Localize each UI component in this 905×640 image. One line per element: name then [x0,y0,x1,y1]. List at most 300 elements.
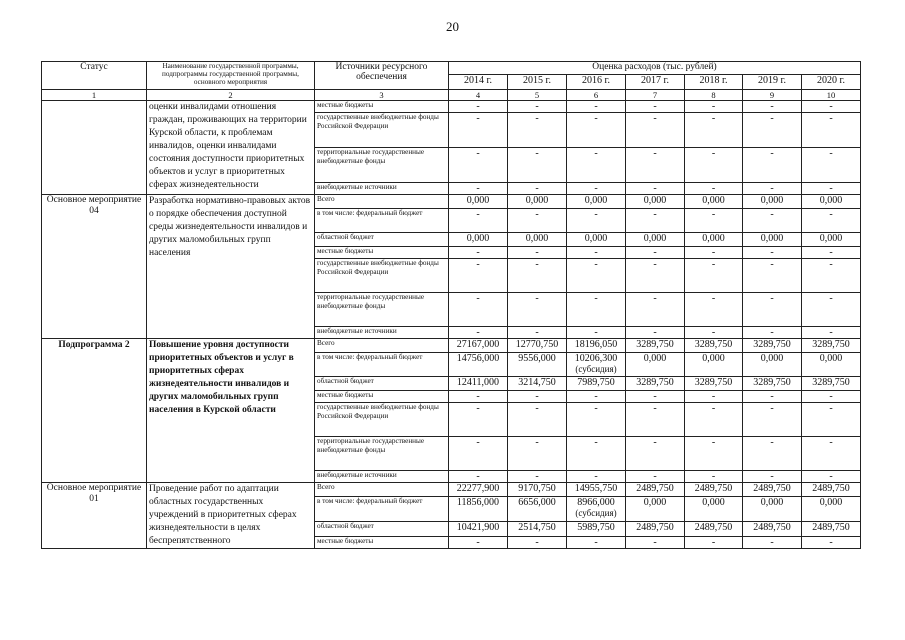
value-text: 0,000 [466,233,490,244]
value-cell [626,195,685,209]
value-text: 2489,750 [636,483,674,494]
value-text: 9556,000 [518,353,556,364]
value-text: - [770,259,774,270]
value-text: - [594,471,598,482]
value-cell [449,391,508,403]
value-cell [802,497,861,522]
row-source: внебюджетные источники [315,471,449,483]
value-cell [508,522,567,536]
column-number: 3 [315,90,449,101]
value-text: - [476,247,480,258]
value-text: - [711,148,716,159]
value-text: - [770,536,774,548]
value-cell [802,247,861,259]
value-text: 11856,000 [456,497,500,509]
value-text: - [770,209,774,220]
value-cell [508,536,567,548]
value-cell [567,339,626,353]
row-source: областной бюджет [315,233,449,247]
value-cell [508,339,567,353]
value-cell [567,233,626,247]
value-cell [449,259,508,293]
value-cell [567,209,626,233]
value-text: - [594,327,598,338]
value-cell [449,148,508,183]
header-year: 2016 г. [567,75,626,90]
value-text: - [829,437,833,448]
value-cell [685,403,743,437]
value-cell [567,497,626,522]
value-text: 0,000 [702,195,725,206]
value-text: - [476,536,480,548]
value-cell [685,327,743,339]
column-number: 5 [508,90,567,101]
value-text: - [711,101,716,112]
value-text: - [594,536,598,548]
value-cell [685,377,743,391]
value-cell [449,522,508,536]
value-cell [508,293,567,327]
value-text: 0,000 [643,233,667,244]
value-cell [449,353,508,377]
value-cell [626,327,685,339]
page-number: 20 [446,19,459,34]
header-status: Статус [42,62,147,90]
header-source: Источники ресурсного обеспечения [315,62,449,90]
value-cell [685,483,743,497]
value-note: (субсидия) [575,508,617,519]
value-cell [685,113,743,148]
value-cell [626,209,685,233]
value-text: - [829,148,833,159]
value-cell [802,101,861,113]
value-cell [685,247,743,259]
value-text: 0,000 [643,353,667,364]
row-source: местные бюджеты [315,247,449,259]
row-status: Основное мероприятие 04 [42,195,147,339]
value-text: - [653,183,657,194]
value-cell [743,113,802,148]
value-note: (субсидия) [575,364,617,374]
value-cell [626,471,685,483]
value-cell [743,195,802,209]
resource-table [41,61,861,549]
value-text: 7989,750 [577,377,615,388]
value-cell [685,195,743,209]
value-cell [508,437,567,471]
value-cell [802,209,861,233]
value-text: 0,000 [584,195,608,206]
value-text: 10421,900 [456,522,500,534]
column-number: 10 [802,90,861,101]
value-text: 3289,750 [636,339,674,350]
value-cell [449,403,508,437]
value-text: - [594,183,598,194]
value-text: - [770,391,774,402]
value-cell [626,233,685,247]
value-text: - [594,113,598,124]
column-number: 4 [449,90,508,101]
value-text: - [535,437,539,448]
value-text: 10206,300 [574,353,618,364]
value-cell [685,522,743,536]
value-cell [626,377,685,391]
value-cell [802,113,861,148]
value-text: - [653,247,657,258]
header-year: 2014 г. [449,75,508,90]
value-text: - [711,293,716,304]
value-cell [567,437,626,471]
value-text: - [535,101,539,112]
value-text: - [829,471,833,482]
value-cell [567,148,626,183]
value-text: - [476,293,480,304]
value-cell [567,293,626,327]
value-cell [449,536,508,548]
value-cell [449,183,508,195]
value-cell [802,391,861,403]
table-row [42,339,861,353]
value-cell [743,391,802,403]
value-text: 2489,750 [636,522,674,534]
value-text: - [829,101,833,112]
row-source: Всего [315,483,449,497]
row-status: Основное мероприятие 01 [42,483,147,549]
header-year: 2019 г. [743,75,802,90]
value-cell [743,293,802,327]
value-text: - [711,471,716,482]
row-source: в том числе: федеральный бюджет [315,353,449,377]
row-source: государственные внебюджетные фонды Российской Федерации [315,403,449,437]
value-text: - [711,327,716,338]
value-cell [626,247,685,259]
value-text: 2489,750 [753,522,791,534]
value-cell [743,377,802,391]
value-text: - [711,437,716,448]
value-cell [743,101,802,113]
value-text: - [535,293,539,304]
value-text: - [594,437,598,448]
value-text: - [711,247,716,258]
value-cell [449,339,508,353]
row-source: в том числе: федеральный бюджет [315,209,449,233]
value-text: - [535,247,539,258]
value-cell [802,339,861,353]
value-text: 3289,750 [753,377,791,388]
value-text: - [711,536,716,548]
value-text: 2489,750 [812,483,850,494]
value-cell [685,471,743,483]
value-text: - [535,259,539,270]
column-number: 2 [147,90,315,101]
value-text: - [829,391,833,402]
value-cell [508,471,567,483]
value-text: - [476,437,480,448]
value-text: - [711,113,716,124]
value-cell [508,101,567,113]
value-cell [743,148,802,183]
row-source: территориальные государственные внебюджетные фонды [315,148,449,183]
value-text: - [653,101,657,112]
value-cell [685,148,743,183]
value-cell [567,101,626,113]
value-cell [567,471,626,483]
value-cell [508,353,567,377]
value-cell [743,247,802,259]
value-text: 0,000 [819,353,843,364]
value-text: 2489,750 [694,522,733,534]
row-source: внебюджетные источники [315,327,449,339]
value-cell [626,293,685,327]
value-text: - [476,471,480,482]
value-text: - [770,148,774,159]
value-text: - [594,391,598,402]
row-source: в том числе: федеральный бюджет [315,497,449,522]
value-text: - [535,183,539,194]
value-text: 0,000 [525,233,549,244]
value-cell [685,183,743,195]
value-text: - [829,259,833,270]
value-text: - [476,148,480,159]
value-cell [802,183,861,195]
value-text: - [594,403,598,414]
value-text: 2489,750 [694,483,733,494]
header-name: Наименование государственной программы, подпрограммы государственной программы, основного мероприятия [147,62,315,90]
value-cell [626,339,685,353]
column-number: 7 [626,90,685,101]
value-cell [567,259,626,293]
value-text: 3289,750 [753,339,791,350]
value-cell [508,113,567,148]
row-source: территориальные государственные внебюджетные фонды [315,293,449,327]
value-text: - [653,471,657,482]
row-source: местные бюджеты [315,391,449,403]
value-cell [626,437,685,471]
value-cell [567,353,626,377]
value-cell [802,233,861,247]
value-text: 3289,750 [694,377,733,388]
header-estimate: Оценка расходов (тыс. рублей) [449,62,861,75]
value-cell [567,183,626,195]
value-cell [567,391,626,403]
value-cell [743,536,802,548]
value-cell [508,183,567,195]
value-cell [567,247,626,259]
value-text: 0,000 [584,233,608,244]
value-cell [743,353,802,377]
value-text: - [535,391,539,402]
row-name: Проведение работ по адаптации областных государственных учреждений в приоритетных сферах жизнедеятельности в целях беспрепятственного [147,483,315,549]
value-text: - [594,101,598,112]
value-cell [685,391,743,403]
value-text: - [476,183,480,194]
value-text: 0,000 [760,353,784,364]
value-text: - [535,113,539,124]
value-cell [743,403,802,437]
value-text: 3289,750 [812,377,850,388]
row-name: Повышение уровня доступности приоритетных объектов и услуг в приоритетных сферах жизнедеятельности инвалидов и других маломобильных групп населения в Курской области [147,339,315,483]
value-cell [567,403,626,437]
value-text: - [711,209,716,220]
value-cell [685,209,743,233]
row-source: государственные внебюджетные фонды Российской Федерации [315,113,449,148]
value-cell [743,209,802,233]
value-cell [743,471,802,483]
value-text: - [653,259,657,270]
value-text: 2489,750 [812,522,850,534]
value-text: - [653,148,657,159]
value-text: - [829,536,833,548]
value-cell [626,403,685,437]
value-text: 0,000 [702,497,725,509]
value-cell [802,259,861,293]
table-row [42,483,861,497]
column-number: 9 [743,90,802,101]
value-text: - [476,403,480,414]
header-year: 2017 г. [626,75,685,90]
value-text: - [770,183,774,194]
value-cell [685,233,743,247]
value-text: - [476,327,480,338]
value-text: - [770,247,774,258]
header-year: 2020 г. [802,75,861,90]
value-text: 22277,900 [456,483,500,494]
value-cell [685,437,743,471]
value-cell [743,483,802,497]
value-cell [685,293,743,327]
value-cell [626,113,685,148]
value-cell [508,497,567,522]
value-cell [567,483,626,497]
value-text: 2489,750 [753,483,791,494]
value-text: - [829,113,833,124]
row-source: Всего [315,339,449,353]
value-text: - [653,209,657,220]
value-cell [508,247,567,259]
row-source: Всего [315,195,449,209]
value-text: - [535,209,539,220]
value-text: - [653,391,657,402]
value-cell [508,233,567,247]
value-cell [743,437,802,471]
value-text: 0,000 [760,233,784,244]
value-cell [685,259,743,293]
value-text: 3289,750 [812,339,850,350]
value-text: 12411,000 [456,377,500,388]
value-cell [802,293,861,327]
value-cell [743,259,802,293]
value-cell [802,403,861,437]
value-cell [567,195,626,209]
value-cell [567,377,626,391]
value-cell [743,522,802,536]
value-text: - [653,293,657,304]
value-text: - [535,403,539,414]
row-source: областной бюджет [315,522,449,536]
table-row [42,195,861,209]
value-text: 0,000 [643,195,667,206]
value-text: - [535,471,539,482]
value-text: 14756,000 [456,353,500,364]
value-cell [626,259,685,293]
value-text: 0,000 [760,195,784,206]
value-text: 0,000 [525,195,549,206]
value-cell [449,195,508,209]
value-cell [449,233,508,247]
row-source: областной бюджет [315,377,449,391]
value-text: - [653,327,657,338]
value-cell [508,195,567,209]
row-source: государственные внебюджетные фонды Российской Федерации [315,259,449,293]
value-cell [449,327,508,339]
value-cell [685,497,743,522]
value-cell [449,483,508,497]
value-text: - [653,536,657,548]
value-text: 3289,750 [694,339,733,350]
value-cell [626,483,685,497]
value-cell [802,522,861,536]
value-text: 0,000 [819,233,843,244]
value-text: - [653,437,657,448]
row-source: местные бюджеты [315,101,449,113]
value-text: 9170,750 [518,483,556,494]
value-cell [508,209,567,233]
table-row [42,101,861,113]
value-text: - [476,113,480,124]
value-text: - [829,247,833,258]
value-cell [802,353,861,377]
value-text: - [770,101,774,112]
value-text: 6656,000 [518,497,556,509]
value-cell [626,391,685,403]
value-text: - [770,327,774,338]
value-text: - [770,113,774,124]
row-source: внебюджетные источники [315,183,449,195]
value-cell [449,247,508,259]
value-text: - [535,148,539,159]
value-cell [802,377,861,391]
value-text: - [535,327,539,338]
value-cell [743,339,802,353]
value-text: - [476,391,480,402]
row-name: оценки инвалидами отношения граждан, проживающих на территории Курской области, к проблемам инвалидов, оценки инвалидами состояния доступности приоритетных объектов и услуг в приоритетных сферах жизнедеятельности [147,101,315,195]
value-cell [449,113,508,148]
value-text: - [829,209,833,220]
value-text: 0,000 [643,497,667,509]
header-year: 2018 г. [685,75,743,90]
value-cell [685,101,743,113]
value-text: - [653,113,657,124]
value-cell [449,293,508,327]
value-text: 0,000 [819,195,843,206]
value-cell [567,522,626,536]
value-text: - [770,293,774,304]
value-cell [626,536,685,548]
value-cell [449,437,508,471]
value-text: 3214,750 [518,377,556,388]
value-cell [802,483,861,497]
value-text: - [711,259,716,270]
column-number: 6 [567,90,626,101]
value-cell [802,536,861,548]
value-cell [449,377,508,391]
value-text: 2514,750 [518,522,556,534]
value-cell [626,148,685,183]
value-cell [802,148,861,183]
value-text: 0,000 [702,233,725,244]
value-text: 12770,750 [515,339,559,350]
value-cell [743,497,802,522]
